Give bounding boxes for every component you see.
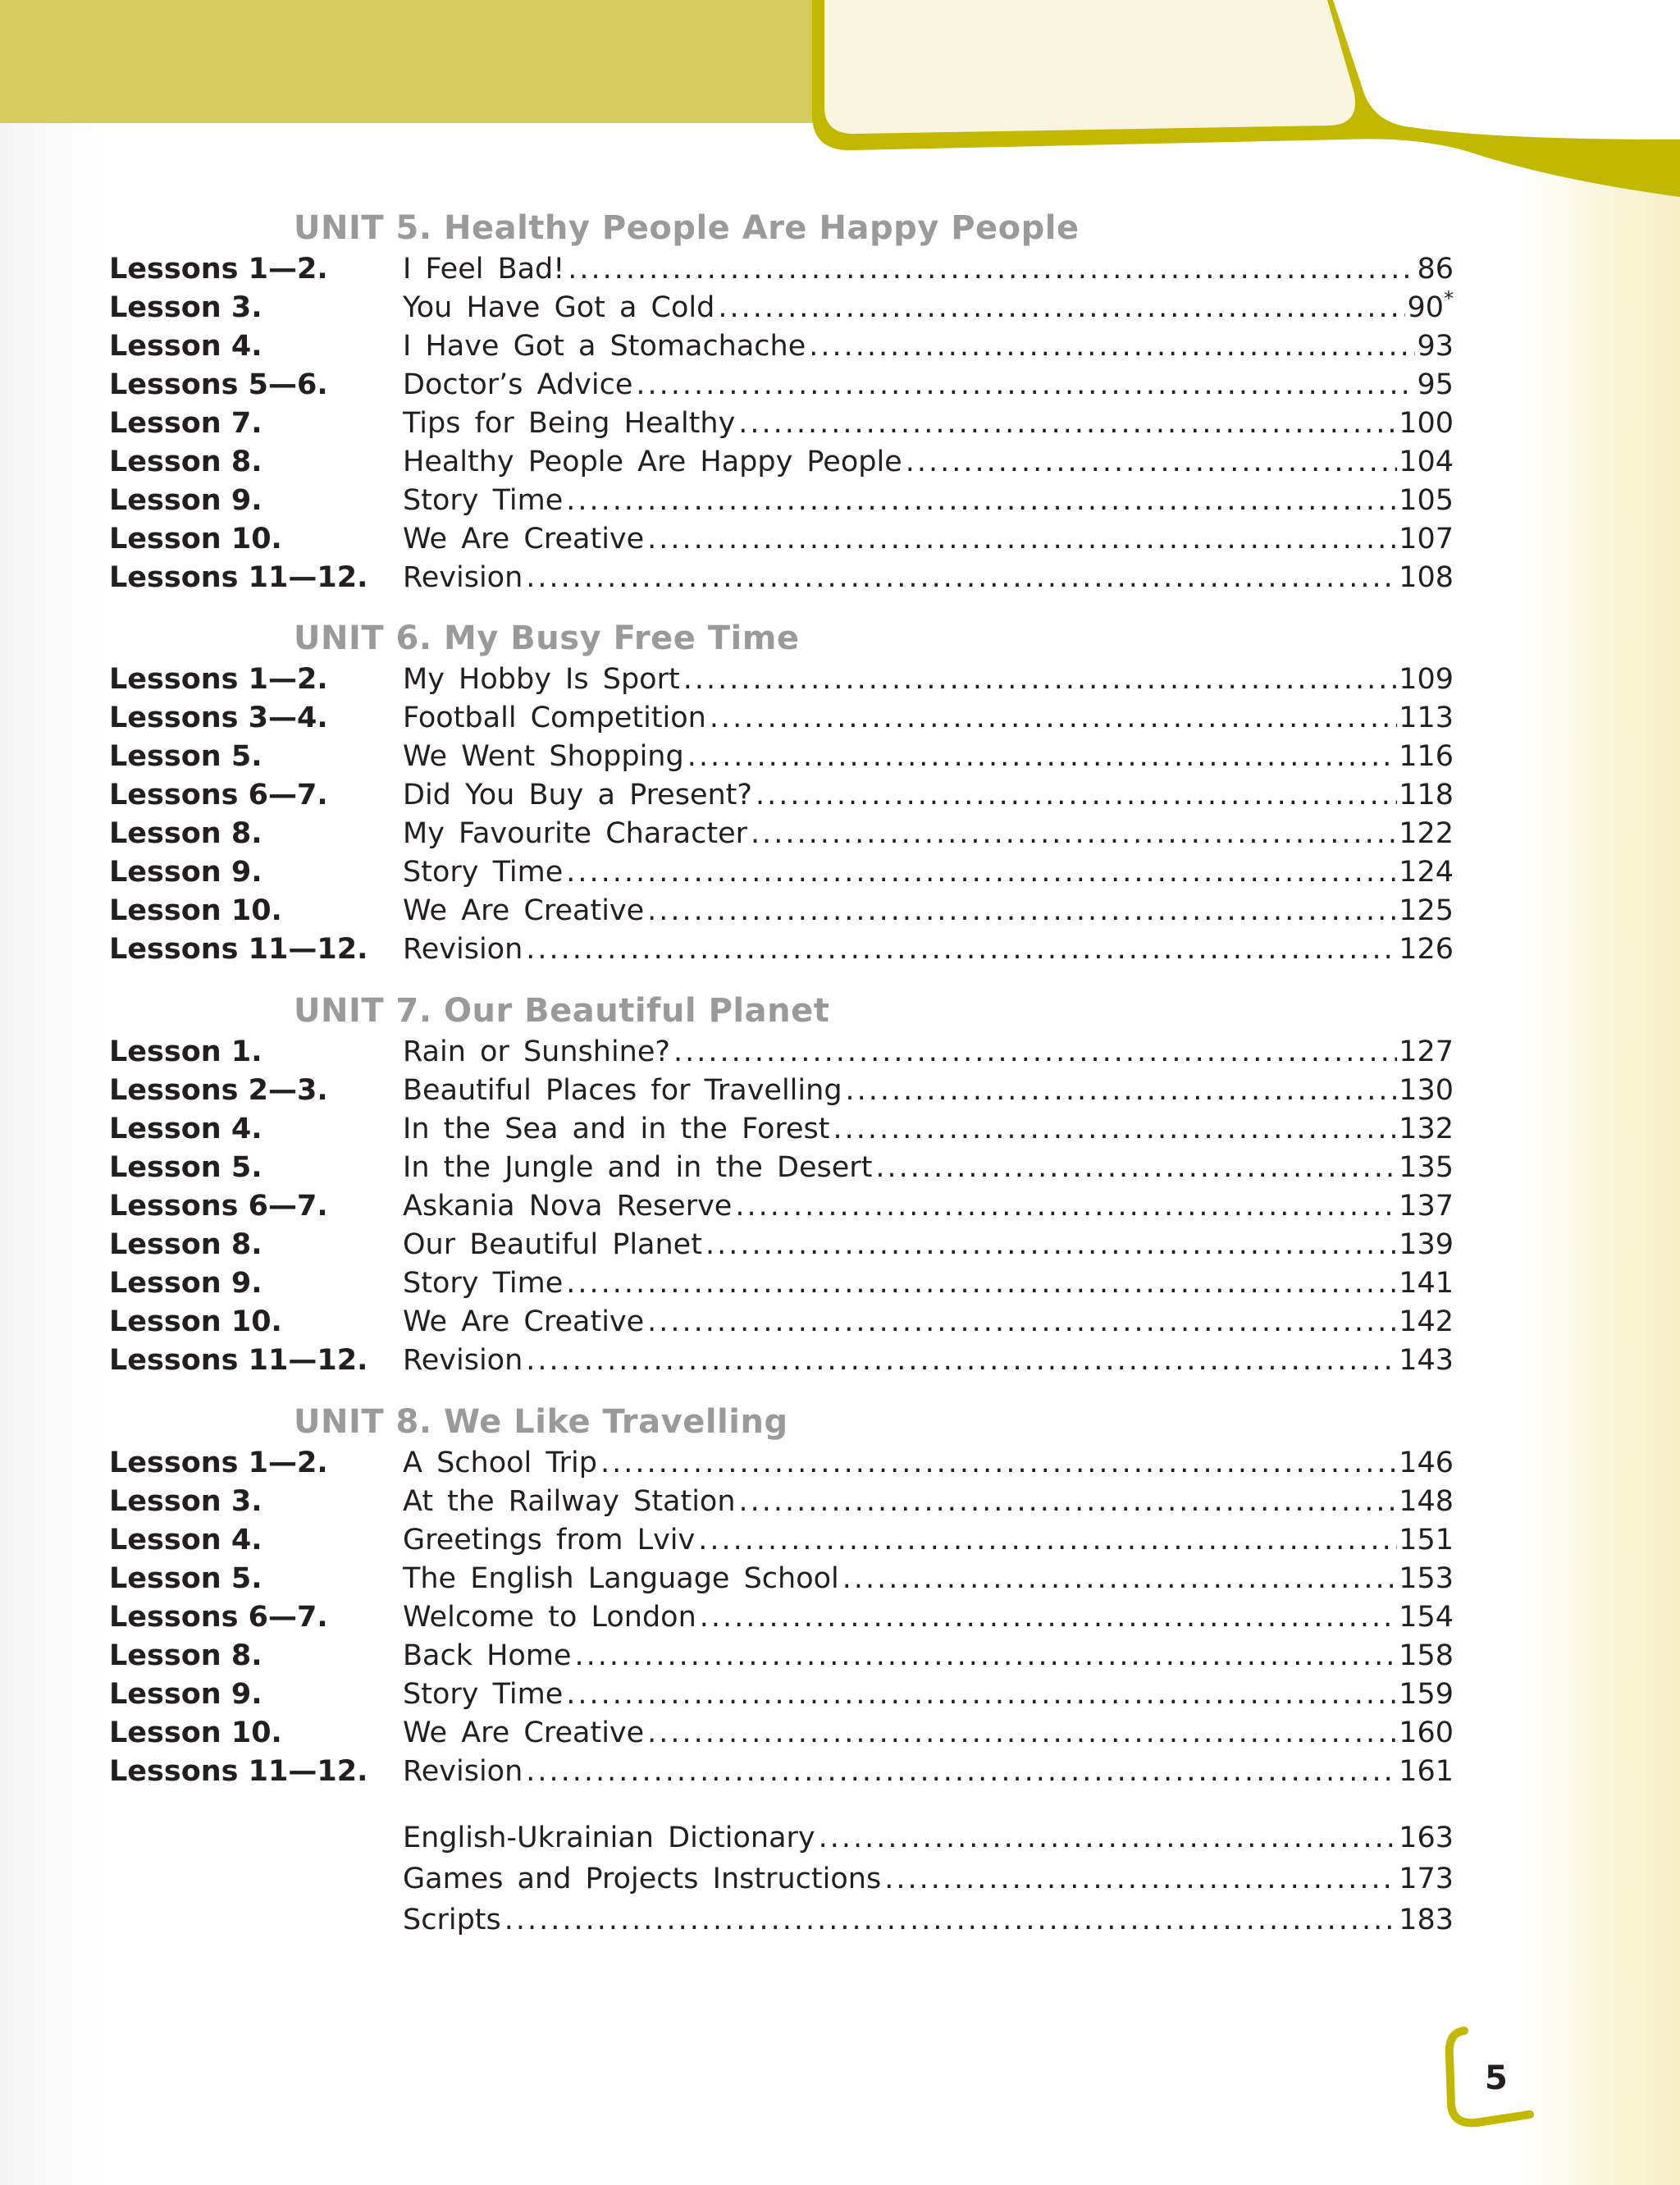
footnote-marker: * xyxy=(1444,287,1454,310)
page-ref: 95 xyxy=(1417,368,1454,401)
toc-row[interactable] xyxy=(0,559,1680,597)
dot-leader xyxy=(636,366,1415,405)
toc-row[interactable] xyxy=(0,1110,1680,1149)
toc-row[interactable] xyxy=(0,366,1680,405)
toc-row[interactable] xyxy=(0,776,1680,815)
dot-leader xyxy=(819,1819,1398,1858)
lesson-entry xyxy=(403,892,1454,930)
page-ref: 118 xyxy=(1399,779,1454,811)
lesson-entry xyxy=(403,661,1454,699)
lesson-title: Story Time xyxy=(403,484,564,517)
lesson-title: We Are Creative xyxy=(403,523,645,555)
lesson-title: I Have Got a Stomachache xyxy=(403,330,806,363)
dot-leader xyxy=(526,1342,1397,1380)
lesson-entry xyxy=(403,250,1454,289)
top-right-white-area xyxy=(1333,0,1680,139)
lesson-entry xyxy=(403,482,1454,520)
toc-row[interactable] xyxy=(0,661,1680,699)
unit-title: UNIT 6. My Busy Free Time xyxy=(294,619,800,657)
page-ref: 127 xyxy=(1399,1035,1454,1068)
lesson-number: Lesson 10. xyxy=(109,523,282,555)
dot-leader xyxy=(833,1110,1398,1149)
lesson-title: Greetings from Lviv xyxy=(403,1524,696,1556)
top-cream-panel xyxy=(824,0,1355,134)
toc-row[interactable] xyxy=(0,1264,1680,1303)
lesson-title: We Went Shopping xyxy=(403,740,684,773)
lesson-number: Lessons 11—12. xyxy=(109,933,368,966)
dot-leader xyxy=(647,1714,1397,1753)
page-ref: 107 xyxy=(1399,523,1454,555)
page-ref: 124 xyxy=(1399,856,1454,889)
page-ref: 148 xyxy=(1399,1485,1454,1518)
dot-leader xyxy=(875,1149,1397,1187)
dot-leader xyxy=(647,1303,1397,1342)
lesson-title: Did You Buy a Present? xyxy=(403,779,752,811)
dot-leader xyxy=(751,815,1397,853)
unit-title: UNIT 7. Our Beautiful Planet xyxy=(294,992,830,1030)
page-ref: 153 xyxy=(1399,1562,1454,1595)
page-ref: 137 xyxy=(1399,1190,1454,1223)
toc-row[interactable] xyxy=(0,930,1680,969)
dot-leader xyxy=(526,930,1397,969)
top-left-banner xyxy=(0,0,837,123)
toc-row[interactable] xyxy=(0,699,1680,738)
lesson-entry xyxy=(403,520,1454,559)
dot-leader xyxy=(756,776,1397,815)
dot-leader xyxy=(600,1444,1397,1483)
toc-row[interactable] xyxy=(0,1444,1680,1483)
lesson-title: Askania Nova Reserve xyxy=(403,1190,733,1223)
toc-row[interactable] xyxy=(0,405,1680,443)
page-ref: 173 xyxy=(1399,1863,1454,1895)
lesson-entry xyxy=(403,738,1454,776)
lesson-entry xyxy=(403,815,1454,853)
lesson-number: Lessons 2—3. xyxy=(109,1074,328,1107)
toc-row[interactable] xyxy=(0,327,1680,366)
lesson-title: We Are Creative xyxy=(403,1716,645,1749)
lesson-entry xyxy=(403,853,1454,892)
appendix-entry xyxy=(403,1819,1454,1858)
dot-leader xyxy=(718,289,1405,327)
lesson-number: Lesson 4. xyxy=(109,1524,262,1556)
lesson-entry xyxy=(403,1521,1454,1560)
page-ref: 135 xyxy=(1399,1151,1454,1184)
lesson-number: Lesson 8. xyxy=(109,817,262,850)
lesson-title: Revision xyxy=(403,933,523,966)
toc-row[interactable] xyxy=(0,1072,1680,1110)
toc-row[interactable] xyxy=(0,289,1680,327)
lesson-title: Rain or Sunshine? xyxy=(403,1035,670,1068)
toc-row[interactable] xyxy=(0,1187,1680,1226)
lesson-number: Lessons 11—12. xyxy=(109,561,368,594)
toc-row[interactable] xyxy=(0,892,1680,930)
lesson-title: Doctor’s Advice xyxy=(403,368,633,401)
lesson-title: Story Time xyxy=(403,856,564,889)
toc-row[interactable] xyxy=(0,1714,1680,1753)
dot-leader xyxy=(906,443,1397,482)
lesson-title: Back Home xyxy=(403,1639,572,1672)
lesson-number: Lessons 1—2. xyxy=(109,1447,328,1479)
lesson-number: Lesson 9. xyxy=(109,1678,262,1711)
lesson-title: We Are Creative xyxy=(403,1305,645,1338)
lesson-entry xyxy=(403,1226,1454,1264)
lesson-entry xyxy=(403,1675,1454,1714)
lesson-number: Lesson 4. xyxy=(109,1113,262,1145)
toc-row[interactable] xyxy=(0,1483,1680,1521)
lesson-entry xyxy=(403,1560,1454,1598)
lesson-number: Lesson 3. xyxy=(109,1485,262,1518)
dot-leader xyxy=(526,1753,1397,1791)
page-ref: 126 xyxy=(1399,933,1454,966)
page-ref: 113 xyxy=(1399,702,1454,734)
lesson-entry xyxy=(403,1714,1454,1753)
lesson-number: Lesson 1. xyxy=(109,1035,262,1068)
page-ref: 163 xyxy=(1399,1822,1454,1854)
lesson-number: Lesson 9. xyxy=(109,856,262,889)
lesson-title: In the Sea and in the Forest xyxy=(403,1113,830,1145)
appendix-title: English-Ukrainian Dictionary xyxy=(403,1822,815,1854)
lesson-entry xyxy=(403,289,1454,330)
page-ref: 90 xyxy=(1407,291,1444,324)
toc-row[interactable] xyxy=(0,1637,1680,1675)
dot-leader xyxy=(700,1598,1397,1637)
lesson-title: Healthy People Are Happy People xyxy=(403,446,902,478)
page-ref: 159 xyxy=(1399,1678,1454,1711)
page-ref: 104 xyxy=(1399,446,1454,478)
toc-row[interactable] xyxy=(0,853,1680,892)
lesson-title: We Are Creative xyxy=(403,894,645,927)
unit-title: UNIT 5. Healthy People Are Happy People xyxy=(294,209,1080,247)
lesson-title: Story Time xyxy=(403,1678,564,1711)
toc-row[interactable] xyxy=(0,482,1680,520)
lesson-title: Tips for Being Healthy xyxy=(403,407,736,440)
lesson-number: Lesson 10. xyxy=(109,894,282,927)
page-ref: 100 xyxy=(1399,407,1454,440)
dot-leader xyxy=(738,405,1397,443)
dot-leader xyxy=(884,1860,1397,1899)
lesson-number: Lesson 3. xyxy=(109,291,262,324)
lesson-title: Football Competition xyxy=(403,702,706,734)
lesson-entry xyxy=(403,1264,1454,1303)
toc-row[interactable] xyxy=(0,520,1680,559)
lesson-title: A School Trip xyxy=(403,1447,597,1479)
toc-row[interactable] xyxy=(0,738,1680,776)
lesson-number: Lesson 10. xyxy=(109,1305,282,1338)
appendix-row[interactable] xyxy=(0,1860,1680,1899)
lesson-entry xyxy=(403,559,1454,597)
lesson-title: Story Time xyxy=(403,1267,564,1300)
toc-row[interactable] xyxy=(0,1521,1680,1560)
page-ref: 108 xyxy=(1399,561,1454,594)
lesson-entry xyxy=(403,930,1454,969)
lesson-number: Lessons 1—2. xyxy=(109,253,328,286)
page-ref: 86 xyxy=(1417,253,1454,286)
page-ref: 125 xyxy=(1399,894,1454,927)
lesson-title: I Feel Bad! xyxy=(403,253,565,286)
dot-leader xyxy=(735,1187,1397,1226)
lesson-number: Lesson 5. xyxy=(109,1562,262,1595)
page-ref: 132 xyxy=(1399,1113,1454,1145)
dot-leader xyxy=(673,1033,1397,1072)
dot-leader xyxy=(647,520,1397,559)
page-ref: 154 xyxy=(1399,1601,1454,1634)
lesson-number: Lesson 5. xyxy=(109,1151,262,1184)
lesson-entry xyxy=(403,443,1454,482)
page-ref: 151 xyxy=(1399,1524,1454,1556)
dot-leader xyxy=(566,853,1397,892)
lesson-number: Lesson 8. xyxy=(109,446,262,478)
toc-row[interactable] xyxy=(0,1598,1680,1637)
lesson-number: Lessons 6—7. xyxy=(109,1601,328,1634)
lesson-entry xyxy=(403,1598,1454,1637)
toc-row[interactable] xyxy=(0,1149,1680,1187)
page-ref: 105 xyxy=(1399,484,1454,517)
page-ref: 143 xyxy=(1399,1344,1454,1377)
lesson-title: In the Jungle and in the Desert xyxy=(403,1151,873,1184)
page-ref: 183 xyxy=(1399,1904,1454,1936)
toc-row[interactable] xyxy=(0,1303,1680,1342)
lesson-entry xyxy=(403,1149,1454,1187)
page-ref: 142 xyxy=(1399,1305,1454,1338)
lesson-number: Lessons 5—6. xyxy=(109,368,328,401)
lesson-number: Lessons 11—12. xyxy=(109,1755,368,1788)
dot-leader xyxy=(809,327,1415,366)
lesson-number: Lesson 8. xyxy=(109,1228,262,1261)
appendix-entry xyxy=(403,1860,1454,1899)
lesson-entry xyxy=(403,1637,1454,1675)
lesson-title: Welcome to London xyxy=(403,1601,696,1634)
lesson-title: Our Beautiful Planet xyxy=(403,1228,702,1261)
lesson-entry xyxy=(403,327,1454,366)
toc-row[interactable] xyxy=(0,443,1680,482)
lesson-number: Lesson 10. xyxy=(109,1716,282,1749)
lesson-entry xyxy=(403,699,1454,738)
dot-leader xyxy=(842,1560,1397,1598)
lesson-entry xyxy=(403,366,1454,405)
page-ref: 139 xyxy=(1399,1228,1454,1261)
dot-leader xyxy=(647,892,1397,930)
lesson-entry xyxy=(403,776,1454,815)
lesson-entry xyxy=(403,1187,1454,1226)
lesson-title: You Have Got a Cold xyxy=(403,291,715,324)
page-ref: 109 xyxy=(1399,663,1454,696)
appendix-title: Scripts xyxy=(403,1904,501,1936)
lesson-title: Revision xyxy=(403,561,523,594)
lesson-number: Lessons 6—7. xyxy=(109,1190,328,1223)
lesson-title: My Hobby Is Sport xyxy=(403,663,680,696)
lesson-title: Revision xyxy=(403,1344,523,1377)
dot-leader xyxy=(566,1675,1397,1714)
lesson-number: Lesson 9. xyxy=(109,1267,262,1300)
lesson-number: Lesson 8. xyxy=(109,1639,262,1672)
dot-leader xyxy=(526,559,1397,597)
dot-leader xyxy=(683,661,1398,699)
dot-leader xyxy=(687,738,1397,776)
lesson-entry xyxy=(403,1753,1454,1791)
lesson-entry xyxy=(403,1303,1454,1342)
dot-leader xyxy=(566,482,1397,520)
lesson-entry xyxy=(403,1444,1454,1483)
page-ref: 116 xyxy=(1399,740,1454,773)
lesson-entry xyxy=(403,1033,1454,1072)
lesson-entry xyxy=(403,1342,1454,1380)
dot-leader xyxy=(566,1264,1397,1303)
lesson-number: Lessons 6—7. xyxy=(109,779,328,811)
lesson-number: Lessons 3—4. xyxy=(109,702,328,734)
toc-row[interactable] xyxy=(0,1226,1680,1264)
page-number: 5 xyxy=(1485,2059,1508,2097)
lesson-number: Lessons 1—2. xyxy=(109,663,328,696)
page-ref: 158 xyxy=(1399,1639,1454,1672)
toc-row[interactable] xyxy=(0,1753,1680,1791)
page-ref: 93 xyxy=(1417,330,1454,363)
dot-leader xyxy=(710,699,1397,738)
lesson-number: Lesson 4. xyxy=(109,330,262,363)
unit-title: UNIT 8. We Like Travelling xyxy=(294,1403,788,1441)
lesson-entry xyxy=(403,1110,1454,1149)
page-ref: 160 xyxy=(1399,1716,1454,1749)
lesson-title: Revision xyxy=(403,1755,523,1788)
toc-row[interactable] xyxy=(0,1675,1680,1714)
toc-row[interactable] xyxy=(0,1033,1680,1072)
dot-leader xyxy=(504,1901,1397,1940)
dot-leader xyxy=(698,1521,1397,1560)
lesson-number: Lesson 9. xyxy=(109,484,262,517)
page-ref: 130 xyxy=(1399,1074,1454,1107)
lesson-title: Beautiful Places for Travelling xyxy=(403,1074,842,1107)
toc-row[interactable] xyxy=(0,815,1680,853)
page-ref: 141 xyxy=(1399,1267,1454,1300)
lesson-number: Lessons 11—12. xyxy=(109,1344,368,1377)
toc-row[interactable] xyxy=(0,1560,1680,1598)
dot-leader xyxy=(705,1226,1397,1264)
appendix-row[interactable] xyxy=(0,1819,1680,1858)
dot-leader xyxy=(568,250,1415,289)
lesson-title: My Favourite Character xyxy=(403,817,748,850)
lesson-title: The English Language School xyxy=(403,1562,839,1595)
lesson-entry xyxy=(403,1483,1454,1521)
appendix-title: Games and Projects Instructions xyxy=(403,1863,882,1895)
lesson-number: Lesson 7. xyxy=(109,407,262,440)
page-ref: 146 xyxy=(1399,1447,1454,1479)
lesson-title: At the Railway Station xyxy=(403,1485,736,1518)
dot-leader xyxy=(574,1637,1397,1675)
toc-row[interactable] xyxy=(0,1342,1680,1380)
page-ref: 122 xyxy=(1399,817,1454,850)
dot-leader xyxy=(846,1072,1398,1110)
toc-row[interactable] xyxy=(0,250,1680,289)
appendix-row[interactable] xyxy=(0,1901,1680,1940)
page-ref: 161 xyxy=(1399,1755,1454,1788)
dot-leader xyxy=(739,1483,1398,1521)
lesson-entry xyxy=(403,1072,1454,1110)
appendix-entry xyxy=(403,1901,1454,1940)
lesson-number: Lesson 5. xyxy=(109,740,262,773)
lesson-entry xyxy=(403,405,1454,443)
